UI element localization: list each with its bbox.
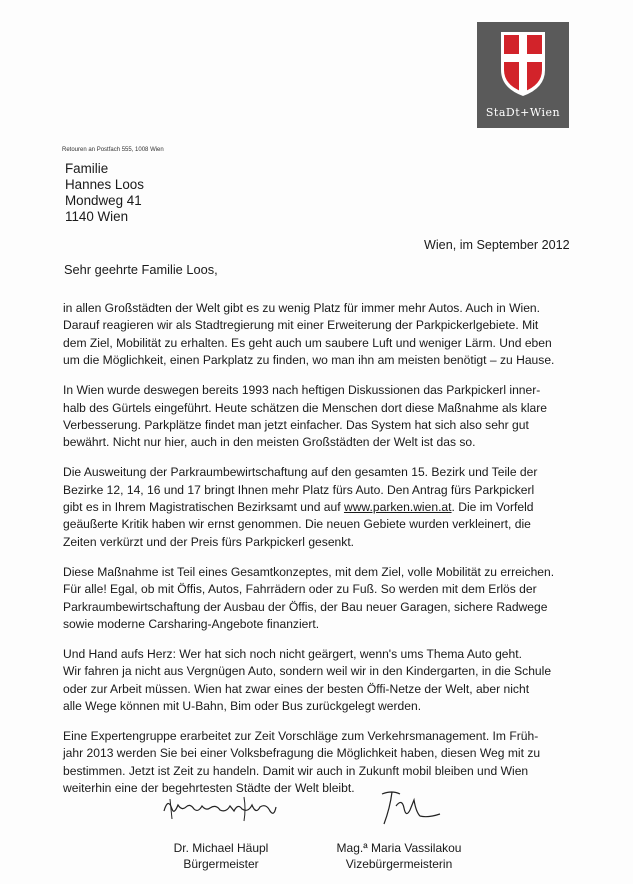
signature-vassilakou bbox=[370, 788, 460, 828]
recipient-line: 1140 Wien bbox=[65, 209, 129, 224]
letter-body bbox=[63, 300, 575, 810]
body-paragraph: Und Hand aufs Herz: Wer hat sich noch nicht geärgert, wenn's ums Thema Auto geht. Wir fahren ja nicht aus Vergnügen Auto, sondern weil wir in den Kindergarten, in die Schule oder zur Arbeit müssen. Wien hat zwar eines der besten Öffi-Netze der Welt, aber nicht alle Wege können mit U-Bahn, Bim oder Bus zurückgelegt werden. bbox=[63, 646, 552, 714]
signer-name: Dr. Michael Häupl bbox=[173, 841, 269, 855]
paragraph-text: . Die im Vorfeld geäußerte Kritik haben wir ernst genommen. Die neuen Gebiete wurden verkleinert, die Zeiten verkürzt und der Preis fürs Parkpickerl gesenkt. bbox=[63, 500, 534, 549]
body-paragraph: Eine Expertengruppe erarbeitet zur Zeit Vorschläge zum Verkehrsmanagement. Im Früh- jahr 2013 werden Sie bei einer Volksbefragung die Möglichkeit haben, diesen Weg mit zu bestimmen. Jetzt ist Zeit zu handeln. Damit wir auch in Zukunft mobil bleiben und Wien weiterhin eine der begehrtesten Städte der Welt bleibt. bbox=[63, 729, 541, 796]
recipient-line: Familie bbox=[65, 161, 109, 176]
recipient-line: Mondweg 41 bbox=[65, 193, 142, 208]
body-paragraph bbox=[63, 464, 575, 551]
signer-name: Mag.ª Maria Vassilakou bbox=[336, 841, 462, 855]
signature-haeupl bbox=[160, 793, 280, 823]
salutation: Sehr geehrte Familie Loos, bbox=[64, 262, 218, 277]
signer-title: Vizebürgermeisterin bbox=[345, 857, 453, 871]
stadt-wien-logo bbox=[477, 22, 569, 128]
signer-title: Bürgermeister bbox=[183, 857, 259, 871]
signer-haeupl bbox=[165, 840, 277, 872]
letter-date: Wien, im September 2012 bbox=[424, 238, 570, 252]
body-paragraph: Diese Maßnahme ist Teil eines Gesamtkonzeptes, mit dem Ziel, volle Mobilität zu erreichen. Für alle! Egal, ob mit Öffis, Autos, Fahrrädern oder zu Fuß. So werden mit dem Erlös der Parkraumbewirtschaftung der Ausbau der Öffis, der Bau neuer Garagen, sichere Radwege sowie moderne Carsharing-Angebote finanziert. bbox=[63, 564, 555, 631]
vienna-shield-icon bbox=[499, 30, 547, 98]
recipient-address bbox=[65, 161, 144, 225]
signer-vassilakou bbox=[328, 840, 470, 872]
body-paragraph: in allen Großstädten der Welt gibt es zu wenig Platz für immer mehr Autos. Auch in Wien. Darauf reagieren wir als Stadtregierung mit einer Erweiterung der Parkpickerlgebiete. Mit dem Ziel, Mobilität zu erhalten. Es geht auch um saubere Luft und weniger Lärm. Und eben um die Möglichkeit, einen Parkplatz zu finden, wo man ihn am meisten benötigt – zu Hause. bbox=[63, 301, 555, 368]
body-paragraph: In Wien wurde deswegen bereits 1993 nach heftigen Diskussionen das Parkpickerl inner- halb des Gürtels eingeführt. Heute schätzen die Menschen dort diese Maßnahme als klare Verbesserung. Parkplätze findet man jetzt einfacher. Das System hat sich also sehr gut bewährt. Nicht nur hier, auch in den meisten Großstädten der Welt ist das so. bbox=[63, 383, 548, 450]
parken-wien-link[interactable]: www.parken.wien.at bbox=[343, 500, 452, 515]
paragraph-text: Die Ausweitung der Parkraumbewirtschaftung auf den gesamten 15. Bezirk und Teile der Bezirke 12, 14, 16 und 17 bringt Ihnen mehr Platz fürs Auto. Den Antrag fürs Parkpickerl gibt es in Ihrem Magistratischen Bezirksamt und auf bbox=[63, 465, 538, 515]
return-address: Retouren an Postfach 555, 1008 Wien bbox=[62, 147, 164, 153]
recipient-line: Hannes Loos bbox=[65, 177, 144, 192]
logo-wordmark: StaDt+Wien bbox=[485, 106, 561, 119]
